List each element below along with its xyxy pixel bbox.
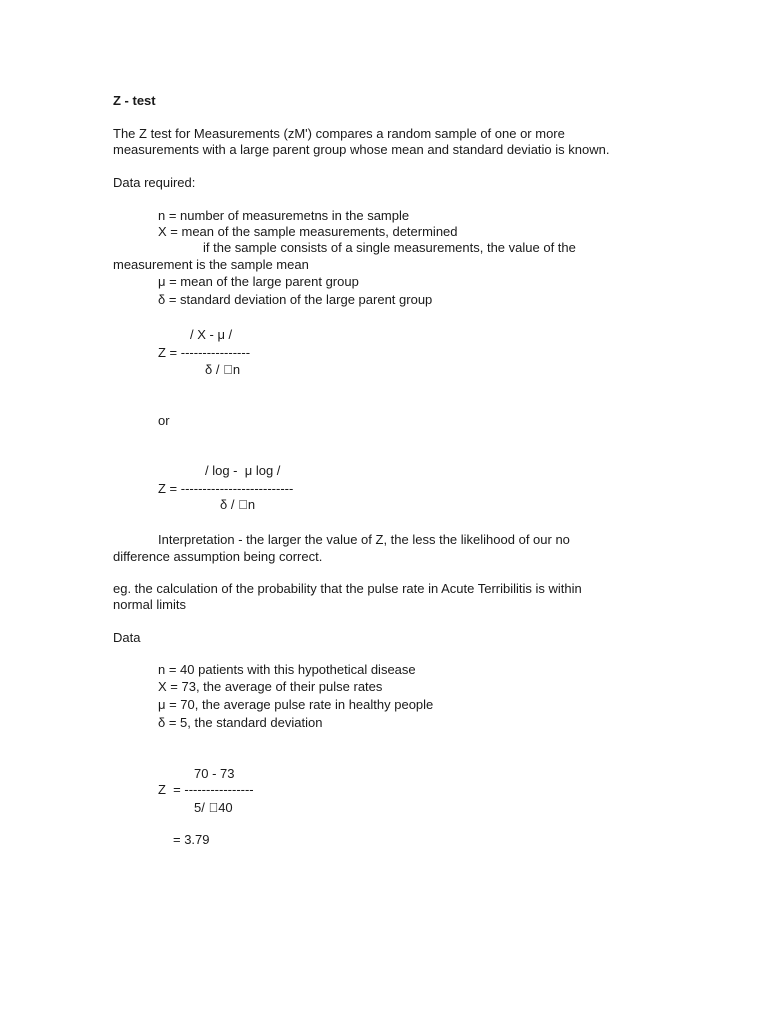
- definition-mu: μ = mean of the large parent group: [158, 274, 359, 289]
- calc-result: = 3.79: [173, 832, 210, 847]
- formula1-denominator: δ /  n: [205, 362, 241, 377]
- intro-line-2: measurements with a large parent group whose mean and standard deviatio is known.: [113, 142, 610, 157]
- data-heading: Data: [113, 630, 141, 645]
- formula1-lhs: Z = ----------------: [158, 345, 251, 360]
- formula2-lhs: Z = --------------------------: [158, 481, 294, 496]
- data-required-heading: Data required:: [113, 175, 196, 190]
- formula2-numerator: / log - μ log /: [205, 463, 281, 478]
- definition-n: n = number of measuremetns in the sample: [158, 208, 410, 223]
- or-text: or: [158, 413, 170, 428]
- interpretation-line-1: Interpretation - the larger the value of Z, the less the likelihood of our no: [158, 532, 570, 547]
- intro-line-1: The Z test for Measurements (zM') compares a random sample of one or more: [113, 126, 565, 141]
- definition-x: X = mean of the sample measurements, determined: [158, 224, 458, 239]
- definition-x-note-1: if the sample consists of a single measurements, the value of the: [203, 240, 576, 255]
- calc-numerator: 70 - 73: [194, 766, 235, 781]
- definition-delta: δ = standard deviation of the large parent group: [158, 292, 433, 307]
- data-item-delta: δ = 5, the standard deviation: [158, 715, 323, 730]
- formula1-numerator: / X - μ /: [190, 327, 233, 342]
- data-item-mu: μ = 70, the average pulse rate in healthy people: [158, 697, 434, 712]
- data-item-n: n = 40 patients with this hypothetical disease: [158, 662, 416, 677]
- example-line-1: eg. the calculation of the probability that the pulse rate in Acute Terribilitis is within: [113, 581, 582, 596]
- interpretation-line-2: difference assumption being correct.: [113, 549, 323, 564]
- example-line-2: normal limits: [113, 597, 186, 612]
- calc-lhs: Z = ----------------: [158, 782, 254, 797]
- data-item-x: X = 73, the average of their pulse rates: [158, 679, 383, 694]
- formula2-denominator: δ /  n: [220, 497, 256, 512]
- definition-x-note-2: measurement is the sample mean: [113, 257, 309, 272]
- page-title: Z - test: [113, 93, 156, 108]
- calc-denominator: 5/  40: [194, 800, 233, 815]
